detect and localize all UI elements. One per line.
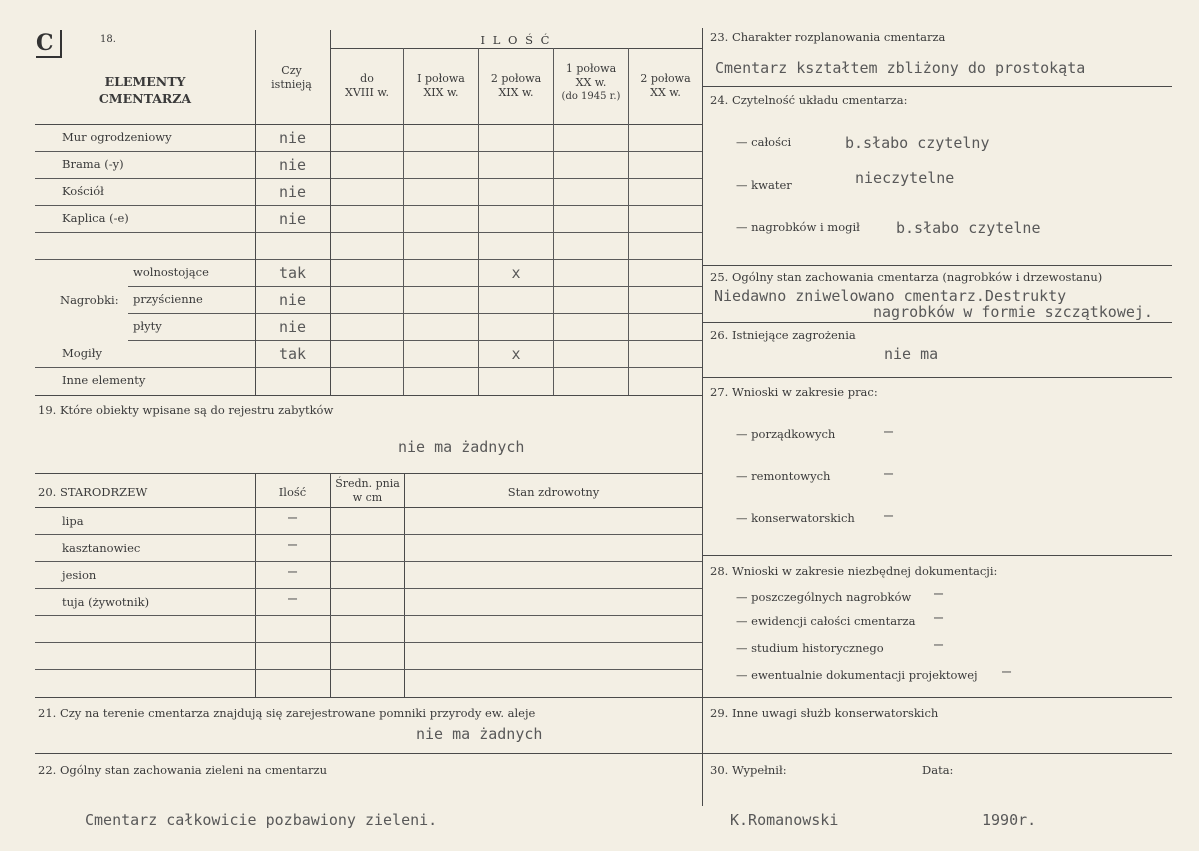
period-col-line: 1 połowa (565, 62, 617, 75)
s26-value: nie ma (884, 345, 939, 363)
s27-item-value: – (884, 464, 894, 482)
tree-rule (35, 615, 702, 616)
s27-item-value: – (884, 422, 894, 440)
s19-label: 19. Które obiekty wpisane są do rejestru zabytków (38, 403, 334, 417)
row-mark: x (511, 264, 521, 282)
s29-label: 29. Inne uwagi służb konserwatorskich (710, 706, 939, 720)
row-label: Mur ogrodzeniowy (62, 130, 172, 144)
row-rule (35, 205, 255, 206)
row-rule (35, 151, 255, 152)
row-exists: nie (278, 210, 307, 228)
period-col-header (629, 72, 702, 100)
s23-label: 23. Charakter rozplanowania cmentarza (710, 30, 946, 44)
tree-qty: – (287, 508, 298, 526)
s18-number: 18. (100, 34, 116, 45)
row-label: wolnostojące (133, 265, 209, 279)
s28-item-value: – (934, 635, 944, 653)
row-rule (35, 178, 255, 179)
s30-data-label: Data: (922, 763, 954, 777)
s20-label: 20. STARODRZEW (38, 485, 148, 499)
row-exists: tak (278, 345, 307, 363)
nagrobki-label: Nagrobki: (60, 293, 119, 307)
tree-rule (35, 642, 702, 643)
row-exists: nie (278, 291, 307, 309)
s19-value: nie ma żadnych (398, 438, 525, 456)
s28-item-label: — poszczególnych nagrobków (736, 590, 912, 604)
s28-item-value: – (1002, 662, 1012, 680)
row-label: Inne elementy (62, 373, 146, 387)
s23-value: Cmentarz kształtem zbliżony do prostokąta (715, 59, 1086, 77)
s27-item-value: – (884, 506, 894, 524)
s27-item-label: — konserwatorskich (736, 511, 855, 525)
row-rule (128, 313, 255, 314)
tree-name: tuja (żywotnik) (62, 595, 150, 609)
page-divider (702, 28, 703, 806)
s24-item-label: — nagrobków i mogił (736, 220, 860, 234)
s24-item-value: b.słabo czytelne (896, 219, 1041, 237)
s28-item-label: — ewentualnie dokumentacji projektowej (736, 668, 978, 682)
s27-label: 27. Wnioski w zakresie prac: (710, 385, 878, 399)
tree-rule (35, 534, 702, 535)
tree-rule (35, 669, 702, 670)
tree-name: kasztanowiec (62, 541, 141, 555)
s24-item-label: — całości (736, 135, 792, 149)
row-rule (35, 259, 255, 260)
period-col-line: XX w. (575, 76, 607, 89)
s18-title-line1: ELEMENTY (104, 74, 186, 89)
row-mark: x (511, 345, 521, 363)
s24-label: 24. Czytelność układu cmentarza: (710, 93, 908, 107)
row-exists: nie (278, 156, 307, 174)
s22-value: Cmentarz całkowicie pozbawiony zieleni. (85, 811, 438, 829)
s22-label: 22. Ogólny stan zachowania zieleni na cmentarzu (38, 763, 327, 777)
period-col-line: XX w. (650, 86, 681, 99)
s27-item-label: — porządkowych (736, 427, 836, 441)
s24-item-value: nieczytelne (855, 169, 955, 187)
row-rule (35, 232, 255, 233)
row-rule (128, 286, 255, 287)
row-exists: tak (278, 264, 307, 282)
s20-sredn-line2: w cm (352, 491, 383, 504)
s30-date: 1990r. (982, 811, 1037, 829)
s18-title (40, 73, 250, 107)
period-col-line: 2 połowa (490, 72, 542, 85)
row-exists: nie (278, 183, 307, 201)
period-col-line: XIX w. (498, 86, 534, 99)
s25-label: 25. Ogólny stan zachowania cmentarza (nagrobków i drzewostanu) (710, 270, 1103, 284)
row-label: Mogiły (62, 346, 102, 360)
s30-name: K.Romanowski (730, 811, 839, 829)
s28-label: 28. Wnioski w zakresie niezbędnej dokumentacji: (710, 564, 998, 578)
tree-rule (35, 588, 702, 589)
s24-item-value: b.słabo czytelny (845, 134, 990, 152)
row-label: przyścienne (133, 292, 203, 306)
row-rule (35, 367, 255, 368)
s25-value-line1: Niedawno zniwelowano cmentarz.Destrukty (714, 287, 1067, 305)
period-col-header (404, 72, 478, 100)
s30-label: 30. Wypełnił: (710, 763, 787, 777)
tree-name: lipa (62, 514, 84, 528)
tree-qty: – (287, 535, 298, 553)
tree-rule (35, 561, 702, 562)
s28-item-value: – (934, 584, 944, 602)
col-czy-istnieja-header (255, 64, 328, 92)
tree-qty: – (287, 589, 298, 607)
s20-col-stan: Stan zdrowotny (507, 485, 600, 499)
s28-item-value: – (934, 608, 944, 626)
period-col-header (331, 72, 403, 100)
s20-col-ilosc: Ilość (278, 485, 307, 499)
row-exists: nie (278, 318, 307, 336)
s21-value: nie ma żadnych (416, 725, 543, 743)
period-col-line: 2 połowa (640, 72, 691, 85)
row-label: Kaplica (-e) (62, 211, 129, 225)
period-col-line: XVIII w. (345, 86, 389, 99)
tree-name: jesion (62, 568, 97, 582)
period-col-line: do (360, 72, 374, 85)
s26-label: 26. Istniejące zagrożenia (710, 328, 856, 342)
s25-value-line2: nagrobków w formie szczątkowej. (873, 303, 1153, 321)
s28-item-label: — studium historycznego (736, 641, 884, 655)
tree-qty: – (287, 562, 298, 580)
period-col-header (554, 62, 628, 104)
s20-col-srednica (331, 477, 404, 505)
row-rule (128, 340, 255, 341)
period-col-header (479, 72, 553, 100)
period-col-line: XIX w. (423, 86, 459, 99)
ilosc-header: I L O Ś Ć (480, 33, 552, 47)
s28-item-label: — ewidencji całości cmentarza (736, 614, 916, 628)
s20-sredn-line1: Średn. pnia (335, 477, 400, 490)
row-label: Kościół (62, 184, 104, 198)
col-czy-line2: istnieją (271, 78, 312, 91)
s24-item-label: — kwater (736, 178, 792, 192)
s27-item-label: — remontowych (736, 469, 831, 483)
row-label: płyty (133, 319, 162, 333)
period-col-line: (do 1945 r.) (561, 91, 621, 102)
s21-label: 21. Czy na terenie cmentarza znajdują się zarejestrowane pomniki przyrody ew. aleje (38, 706, 536, 720)
card-letter: C (36, 30, 62, 58)
col-czy-line1: Czy (281, 64, 302, 77)
row-exists: nie (278, 129, 307, 147)
s18-title-line2: CMENTARZA (98, 91, 192, 106)
period-col-line: I połowa (417, 72, 465, 85)
row-label: Brama (-y) (62, 157, 124, 171)
